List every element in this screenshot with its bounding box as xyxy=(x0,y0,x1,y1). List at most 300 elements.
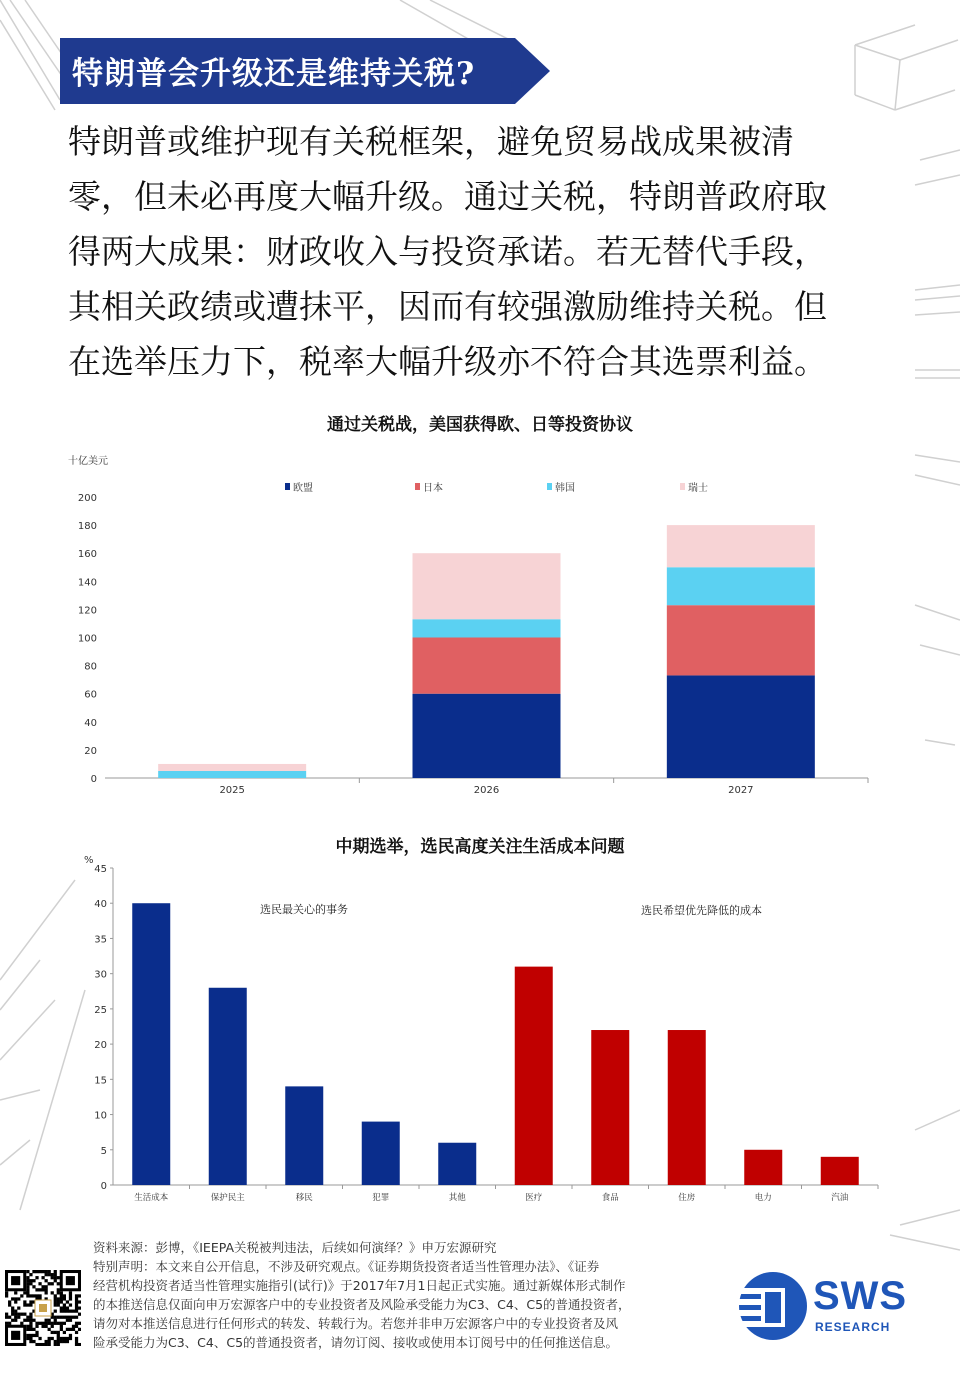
y-tick-label: 25 xyxy=(94,1004,107,1016)
qr-module xyxy=(51,1282,54,1285)
qr-module xyxy=(32,1279,35,1282)
x-tick-label: 汽油 xyxy=(831,1193,849,1203)
qr-module xyxy=(72,1310,75,1313)
qr-center-logo xyxy=(39,1304,47,1312)
bar-医疗 xyxy=(515,967,553,1185)
qr-module xyxy=(57,1337,60,1340)
qr-module xyxy=(38,1270,41,1273)
qr-module xyxy=(75,1310,78,1313)
qr-module xyxy=(8,1300,11,1303)
bar-segment-韩国 xyxy=(413,619,561,637)
qr-module xyxy=(69,1297,72,1300)
qr-module xyxy=(54,1331,57,1334)
qr-module xyxy=(66,1316,69,1319)
qr-finder xyxy=(11,1276,20,1285)
x-tick-label: 其他 xyxy=(448,1193,466,1203)
qr-module xyxy=(69,1337,72,1340)
x-tick-label: 移民 xyxy=(295,1193,313,1203)
qr-module xyxy=(75,1297,78,1300)
qr-module xyxy=(75,1303,78,1306)
qr-module xyxy=(32,1270,35,1273)
qr-module xyxy=(54,1316,57,1319)
qr-module xyxy=(8,1303,11,1306)
qr-module xyxy=(26,1328,29,1331)
qr-module xyxy=(66,1300,69,1303)
qr-module xyxy=(57,1343,60,1346)
qr-module xyxy=(63,1322,66,1325)
qr-module xyxy=(29,1273,32,1276)
y-tick-label: 80 xyxy=(84,661,97,673)
qr-module xyxy=(57,1322,60,1325)
qr-module xyxy=(5,1316,8,1319)
qr-module xyxy=(60,1337,63,1340)
qr-module xyxy=(51,1322,54,1325)
qr-module xyxy=(60,1294,63,1297)
qr-module xyxy=(41,1322,44,1325)
qr-module xyxy=(66,1340,69,1343)
chart1-title: 通过关税战，美国获得欧、日等投资协议 xyxy=(327,415,633,435)
qr-module xyxy=(29,1313,32,1316)
x-tick-label: 2025 xyxy=(219,785,245,796)
y-tick-label: 45 xyxy=(94,864,107,875)
bar-犯罪 xyxy=(362,1122,400,1185)
y-axis-unit: % xyxy=(84,855,94,866)
qr-module xyxy=(75,1325,78,1328)
qr-module xyxy=(29,1300,32,1303)
qr-module xyxy=(45,1288,48,1291)
qr-module xyxy=(23,1313,26,1316)
qr-module xyxy=(35,1334,38,1337)
qr-module xyxy=(66,1310,69,1313)
qr-module xyxy=(20,1313,23,1316)
y-tick-label: 20 xyxy=(94,1040,107,1052)
qr-module xyxy=(32,1328,35,1331)
qr-module xyxy=(8,1322,11,1325)
qr-module xyxy=(60,1300,63,1303)
intro-line: 特朗普或维护现有关税框架，避免贸易战成果被清 xyxy=(68,122,794,161)
y-tick-label: 0 xyxy=(100,1181,107,1192)
y-tick-label: 120 xyxy=(77,605,97,617)
qr-module xyxy=(17,1313,20,1316)
qr-module xyxy=(60,1322,63,1325)
qr-module xyxy=(78,1294,81,1297)
qr-module xyxy=(14,1300,17,1303)
qr-module xyxy=(69,1319,72,1322)
disclaimer-line: 的本推送信息仅面向申万宏源客户中的专业投资者及风险承受能力为C3、C4、C5的普通投资者， xyxy=(93,1297,631,1312)
qr-module xyxy=(78,1306,81,1309)
bar-汽油 xyxy=(821,1157,859,1185)
intro-paragraph xyxy=(68,114,918,389)
qr-module xyxy=(57,1297,60,1300)
qr-module xyxy=(29,1328,32,1331)
qr-module xyxy=(45,1285,48,1288)
qr-module xyxy=(29,1303,32,1306)
qr-module xyxy=(17,1297,20,1300)
qr-module xyxy=(54,1322,57,1325)
qr-module xyxy=(57,1334,60,1337)
bar-移民 xyxy=(285,1086,323,1185)
qr-module xyxy=(41,1343,44,1346)
qr-module xyxy=(69,1316,72,1319)
qr-module xyxy=(69,1334,72,1337)
y-tick-label: 100 xyxy=(77,633,97,645)
qr-module xyxy=(69,1303,72,1306)
qr-module xyxy=(11,1310,14,1313)
qr-module xyxy=(38,1337,41,1340)
bar-食品 xyxy=(591,1030,629,1185)
qr-module xyxy=(41,1325,44,1328)
qr-module xyxy=(78,1343,81,1346)
qr-module xyxy=(45,1340,48,1343)
qr-module xyxy=(63,1310,66,1313)
intro-line: 在选举压力下，税率大幅升级亦不符合其选票利益。 xyxy=(68,342,827,381)
qr-module xyxy=(75,1343,78,1346)
y-tick-label: 160 xyxy=(77,549,97,561)
x-tick-label: 住房 xyxy=(678,1193,696,1203)
bar-生活成本 xyxy=(132,903,170,1185)
footer-notes xyxy=(93,1238,733,1352)
bar-segment-韩国 xyxy=(158,771,306,778)
qr-module xyxy=(60,1291,63,1294)
x-tick-label: 医疗 xyxy=(525,1193,543,1203)
qr-module xyxy=(41,1270,44,1273)
qr-module xyxy=(11,1297,14,1300)
qr-module xyxy=(11,1313,14,1316)
qr-module xyxy=(51,1273,54,1276)
qr-module xyxy=(29,1340,32,1343)
y-tick-label: 140 xyxy=(77,577,97,589)
qr-module xyxy=(29,1319,32,1322)
qr-module xyxy=(14,1313,17,1316)
y-tick-label: 15 xyxy=(94,1075,107,1087)
x-tick-label: 生活成本 xyxy=(134,1193,169,1203)
qr-module xyxy=(63,1331,66,1334)
y-tick-label: 200 xyxy=(77,493,97,504)
qr-module xyxy=(57,1331,60,1334)
qr-module xyxy=(23,1291,26,1294)
qr-module xyxy=(54,1340,57,1343)
qr-module xyxy=(78,1322,81,1325)
qr-module xyxy=(72,1328,75,1331)
logo-text: SWS xyxy=(813,1274,908,1318)
group-label-priorities: 选民最关心的事务 xyxy=(260,903,348,916)
sws-logo xyxy=(735,1268,925,1348)
qr-module xyxy=(26,1294,29,1297)
source-note: 资料来源：彭博，《IEEPA关税被判违法，后续如何演绎？》申万宏源研究 xyxy=(93,1240,497,1255)
qr-module xyxy=(78,1300,81,1303)
qr-finder xyxy=(11,1331,20,1340)
qr-module xyxy=(63,1306,66,1309)
qr-module xyxy=(54,1270,57,1273)
qr-module xyxy=(75,1322,78,1325)
qr-module xyxy=(26,1337,29,1340)
qr-module xyxy=(8,1316,11,1319)
y-axis-unit: 十亿美元 xyxy=(68,456,108,467)
qr-module xyxy=(57,1316,60,1319)
qr-module xyxy=(5,1294,8,1297)
qr-module xyxy=(35,1288,38,1291)
qr-module xyxy=(29,1279,32,1282)
qr-module xyxy=(38,1322,41,1325)
legend-swatch-欧盟 xyxy=(285,483,290,490)
qr-module xyxy=(26,1303,29,1306)
qr-module xyxy=(35,1343,38,1346)
qr-module xyxy=(45,1279,48,1282)
disclaimer-line: 请勿对本推送信息进行任何形式的转发、转载行为。若您并非申万宏源客户中的专业投资者及风 xyxy=(93,1316,619,1331)
bar-segment-瑞士 xyxy=(413,553,561,619)
qr-module xyxy=(11,1319,14,1322)
qr-module xyxy=(60,1297,63,1300)
qr-module xyxy=(29,1334,32,1337)
qr-module xyxy=(48,1273,51,1276)
qr-module xyxy=(45,1319,48,1322)
y-tick-label: 30 xyxy=(94,969,107,981)
qr-module xyxy=(29,1325,32,1328)
intro-line: 得两大成果：财政收入与投资承诺。若无替代手段， xyxy=(68,232,827,271)
intro-line: 其相关政绩或遭抹平，因而有较强激励维持关税。但 xyxy=(68,287,827,326)
legend-swatch-瑞士 xyxy=(680,483,685,490)
y-tick-label: 60 xyxy=(84,689,97,701)
y-tick-label: 180 xyxy=(77,521,97,533)
qr-module xyxy=(72,1325,75,1328)
qr-module xyxy=(60,1306,63,1309)
qr-module xyxy=(26,1288,29,1291)
legend-label: 日本 xyxy=(423,483,443,494)
qr-module xyxy=(29,1337,32,1340)
y-tick-label: 40 xyxy=(94,899,107,911)
qr-module xyxy=(78,1313,81,1316)
qr-module xyxy=(51,1291,54,1294)
qr-module xyxy=(75,1306,78,1309)
qr-module xyxy=(54,1343,57,1346)
qr-module xyxy=(45,1273,48,1276)
x-tick-label: 2027 xyxy=(728,785,754,796)
legend-label: 欧盟 xyxy=(293,483,313,494)
qr-module xyxy=(14,1310,17,1313)
group-label-costs: 选民希望优先降低的成本 xyxy=(641,904,762,917)
qr-module xyxy=(51,1337,54,1340)
qr-module xyxy=(5,1322,8,1325)
qr-module xyxy=(14,1316,17,1319)
qr-module xyxy=(26,1325,29,1328)
qr-module xyxy=(57,1288,60,1291)
disclaimer-line: 特别声明：本文来自公开信息，不涉及研究观点。《证券期货投资者适当性管理办法》、《证券 xyxy=(93,1259,600,1274)
y-tick-label: 35 xyxy=(94,934,107,946)
bar-保护民主 xyxy=(209,988,247,1185)
qr-module xyxy=(48,1337,51,1340)
qr-code-icon[interactable] xyxy=(5,1270,81,1346)
qr-module xyxy=(54,1310,57,1313)
page-title: 特朗普会升级还是维持关税? xyxy=(72,56,476,92)
qr-module xyxy=(57,1291,60,1294)
qr-module xyxy=(23,1303,26,1306)
disclaimer-line: 经营机构投资者适当性管理实施指引(试行)》于2017年7月1日起正式实施。通过新媒体形式制作 xyxy=(93,1278,626,1293)
x-tick-label: 食品 xyxy=(601,1193,619,1203)
qr-module xyxy=(57,1303,60,1306)
qr-module xyxy=(75,1300,78,1303)
qr-module xyxy=(32,1294,35,1297)
qr-module xyxy=(57,1340,60,1343)
bar-segment-欧盟 xyxy=(667,675,815,778)
qr-module xyxy=(38,1288,41,1291)
qr-module xyxy=(23,1300,26,1303)
qr-module xyxy=(75,1337,78,1340)
qr-module xyxy=(26,1276,29,1279)
qr-module xyxy=(69,1328,72,1331)
qr-module xyxy=(51,1325,54,1328)
qr-module xyxy=(51,1276,54,1279)
qr-module xyxy=(51,1331,54,1334)
qr-module xyxy=(38,1294,41,1297)
qr-module xyxy=(32,1334,35,1337)
qr-module xyxy=(26,1316,29,1319)
disclaimer-line: 险承受能力为C3、C4、C5的普通投资者，请勿订阅、接收或使用本订阅号中的任何推送信息。 xyxy=(93,1335,619,1350)
voter-concern-bar-chart xyxy=(75,850,895,1215)
qr-module xyxy=(29,1294,32,1297)
qr-module xyxy=(60,1328,63,1331)
x-tick-label: 犯罪 xyxy=(372,1193,390,1203)
qr-module xyxy=(29,1322,32,1325)
qr-module xyxy=(48,1270,51,1273)
qr-module xyxy=(35,1270,38,1273)
qr-module xyxy=(45,1291,48,1294)
qr-module xyxy=(69,1310,72,1313)
bar-电力 xyxy=(744,1150,782,1185)
qr-module xyxy=(57,1282,60,1285)
qr-module xyxy=(35,1294,38,1297)
qr-module xyxy=(48,1343,51,1346)
bar-segment-韩国 xyxy=(667,567,815,605)
qr-module xyxy=(57,1300,60,1303)
qr-module xyxy=(63,1294,66,1297)
qr-module xyxy=(41,1285,44,1288)
qr-module xyxy=(45,1343,48,1346)
qr-module xyxy=(54,1300,57,1303)
qr-module xyxy=(35,1322,38,1325)
bar-住房 xyxy=(668,1030,706,1185)
qr-module xyxy=(54,1294,57,1297)
bar-segment-瑞士 xyxy=(158,764,306,771)
qr-module xyxy=(41,1276,44,1279)
investment-stacked-bar-chart xyxy=(60,450,880,810)
qr-module xyxy=(48,1282,51,1285)
qr-module xyxy=(14,1319,17,1322)
bar-其他 xyxy=(438,1143,476,1185)
qr-module xyxy=(78,1328,81,1331)
qr-module xyxy=(45,1270,48,1273)
qr-module xyxy=(66,1328,69,1331)
qr-module xyxy=(75,1340,78,1343)
y-tick-label: 5 xyxy=(100,1145,107,1157)
bar-segment-欧盟 xyxy=(413,694,561,778)
qr-module xyxy=(5,1313,8,1316)
qr-module xyxy=(26,1319,29,1322)
y-tick-label: 20 xyxy=(84,745,97,757)
y-tick-label: 0 xyxy=(90,774,97,785)
bar-segment-日本 xyxy=(413,638,561,694)
qr-module xyxy=(48,1328,51,1331)
qr-module xyxy=(41,1288,44,1291)
qr-module xyxy=(17,1316,20,1319)
legend-label: 韩国 xyxy=(555,483,575,494)
qr-finder xyxy=(66,1276,75,1285)
qr-module xyxy=(32,1285,35,1288)
qr-module xyxy=(69,1294,72,1297)
qr-module xyxy=(57,1276,60,1279)
header-banner xyxy=(60,38,550,104)
qr-module xyxy=(5,1291,8,1294)
qr-module xyxy=(32,1319,35,1322)
qr-module xyxy=(35,1325,38,1328)
qr-module xyxy=(54,1319,57,1322)
qr-module xyxy=(20,1322,23,1325)
qr-module xyxy=(60,1310,63,1313)
qr-module xyxy=(26,1285,29,1288)
bar-segment-日本 xyxy=(667,605,815,675)
qr-module xyxy=(75,1331,78,1334)
y-tick-label: 40 xyxy=(84,717,97,729)
qr-module xyxy=(11,1306,14,1309)
qr-module xyxy=(38,1343,41,1346)
x-tick-label: 2026 xyxy=(473,785,500,796)
legend-swatch-韩国 xyxy=(547,483,552,490)
qr-module xyxy=(20,1294,23,1297)
qr-module xyxy=(26,1291,29,1294)
qr-module xyxy=(29,1282,32,1285)
qr-module xyxy=(66,1319,69,1322)
sws-logo-icon xyxy=(735,1268,813,1348)
qr-module xyxy=(63,1340,66,1343)
qr-module xyxy=(26,1270,29,1273)
qr-module xyxy=(48,1322,51,1325)
qr-module xyxy=(48,1340,51,1343)
qr-module xyxy=(63,1297,66,1300)
qr-module xyxy=(69,1291,72,1294)
qr-module xyxy=(14,1291,17,1294)
qr-module xyxy=(35,1276,38,1279)
qr-module xyxy=(23,1319,26,1322)
qr-module xyxy=(60,1325,63,1328)
qr-module xyxy=(60,1316,63,1319)
qr-module xyxy=(54,1279,57,1282)
qr-module xyxy=(66,1306,69,1309)
qr-module xyxy=(32,1340,35,1343)
qr-module xyxy=(63,1337,66,1340)
qr-module xyxy=(29,1316,32,1319)
x-tick-label: 电力 xyxy=(754,1193,772,1203)
qr-module xyxy=(38,1282,41,1285)
legend-label: 瑞士 xyxy=(688,483,708,494)
qr-module xyxy=(48,1319,51,1322)
qr-module xyxy=(26,1334,29,1337)
qr-module xyxy=(26,1279,29,1282)
qr-module xyxy=(26,1282,29,1285)
qr-module xyxy=(63,1316,66,1319)
qr-module xyxy=(75,1294,78,1297)
qr-module xyxy=(17,1306,20,1309)
bar-segment-瑞士 xyxy=(667,525,815,567)
qr-module xyxy=(54,1276,57,1279)
qr-module xyxy=(45,1322,48,1325)
qr-module xyxy=(75,1316,78,1319)
qr-module xyxy=(14,1297,17,1300)
qr-module xyxy=(35,1331,38,1334)
y-tick-label: 10 xyxy=(94,1110,107,1122)
logo-subtext: RESEARCH xyxy=(815,1320,891,1334)
qr-module xyxy=(72,1316,75,1319)
qr-module xyxy=(54,1297,57,1300)
qr-module xyxy=(54,1273,57,1276)
